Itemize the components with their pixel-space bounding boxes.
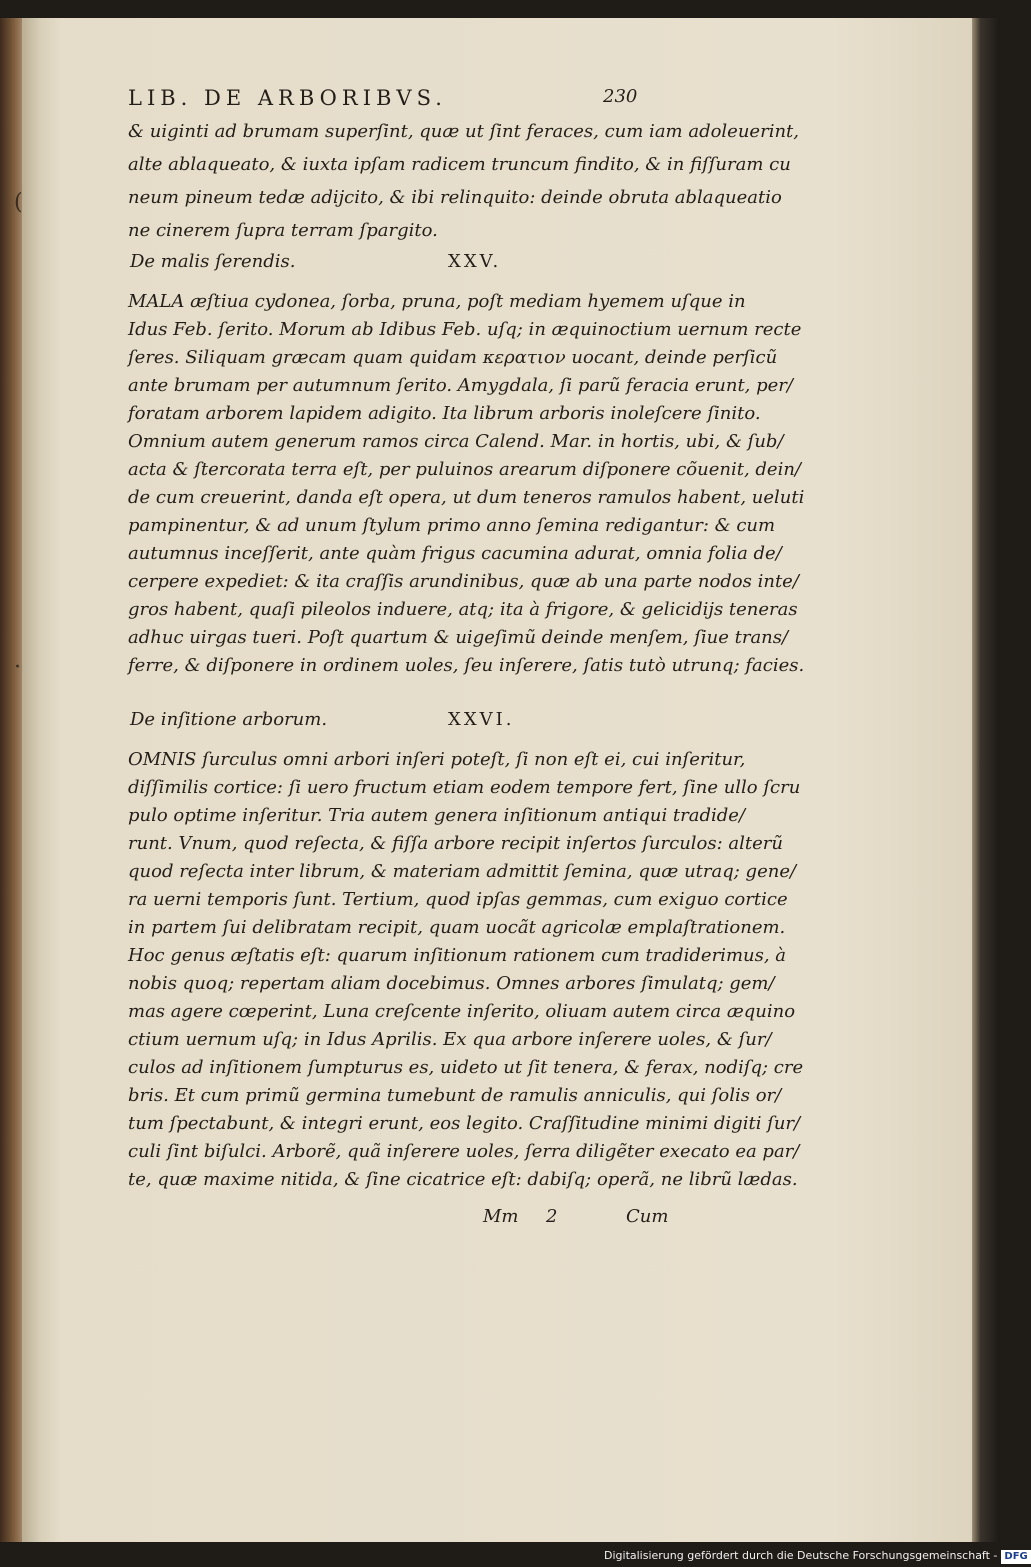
page-gutter bbox=[0, 18, 22, 1542]
text-line: alte ablaqueato, & iuxta ipſam radicem truncum findito, & in fiſſuram cu bbox=[128, 154, 791, 175]
text-line: foratam arborem lapidem adigito. Ita librum arboris inoleſcere ſinito. bbox=[128, 403, 761, 424]
page-edge bbox=[972, 18, 1000, 1542]
text-line: Omnium autem generum ramos circa Calend. Mar. in hortis, ubi, & ſub/ bbox=[128, 431, 784, 452]
text-line: de cum creuerint, danda eſt opera, ut dum teneros ramulos habent, ueluti bbox=[128, 487, 805, 508]
text-line: te, quæ maxime nitida, & ſine cicatrice eſt: dabiſq; operã, ne librũ lædas. bbox=[128, 1169, 798, 1190]
text-line: autumnus inceſſerit, ante quàm frigus cacumina adurat, omnia folia de/ bbox=[128, 543, 782, 564]
text-line: runt. Vnum, quod reſecta, & fiſſa arbore recipit inſertos ſurculos: alterũ bbox=[128, 833, 783, 854]
funding-credit-text: Digitalisierung gefördert durch die Deutsche Forschungsgemeinschaft - bbox=[604, 1549, 998, 1562]
margin-mark: ( bbox=[14, 190, 23, 215]
text-line: nobis quoq; repertam aliam docebimus. Omnes arbores ſimulatq; gem/ bbox=[128, 973, 775, 994]
margin-mark: · bbox=[14, 655, 21, 680]
text-line: ſeres. Siliquam græcam quam quidam κερατιον uocant, deinde perſicũ bbox=[128, 347, 778, 368]
text-line: ferre, & diſponere in ordinem uoles, ſeu inſerere, ſatis tutò utrunq; facies. bbox=[128, 655, 805, 676]
signature-mark: Mm bbox=[483, 1206, 519, 1227]
section-heading-25 bbox=[128, 245, 680, 279]
text-line: ctium uernum uſq; in Idus Aprilis. Ex qua arbore inſerere uoles, & ſur/ bbox=[128, 1029, 772, 1050]
text-line: culi ſint biſulci. Arborẽ, quã inſerere uoles, ſerra diligẽter execato ea par/ bbox=[128, 1141, 800, 1162]
text-line: OMNIS ſurculus omni arbori inſeri poteſt, ſi non eſt ei, cui inſeritur, bbox=[128, 749, 746, 770]
text-line: ne cinerem ſupra terram ſpargito. bbox=[128, 220, 438, 241]
text-line: adhuc uirgas tueri. Poſt quartum & uigeſimũ deinde menſem, ſiue trans/ bbox=[128, 627, 789, 648]
folio-number: 230 bbox=[603, 86, 638, 107]
text-line: MALA æſtiua cydonea, ſorba, pruna, poſt mediam hyemem uſque in bbox=[128, 291, 746, 312]
text-line: acta & ſtercorata terra eſt, per puluinos arearum diſponere cõuenit, dein/ bbox=[128, 459, 801, 480]
funding-credit bbox=[604, 1547, 1031, 1565]
text-line: Hoc genus æſtatis eſt: quarum inſitionum rationem cum tradiderimus, à bbox=[128, 945, 787, 966]
catchword: Cum bbox=[626, 1206, 669, 1227]
text-line: cerpere expediet: & ita craſſis arundinibus, quæ ab una parte nodos inte/ bbox=[128, 571, 799, 592]
section-title: De inſitione arborum. bbox=[130, 709, 328, 730]
dfg-logo: DFG bbox=[1001, 1550, 1030, 1564]
text-line: ra uerni temporis ſunt. Tertium, quod ipſas gemmas, cum exiguo cortice bbox=[128, 889, 788, 910]
text-line: mas agere cœperint, Luna creſcente inſerito, oliuam autem circa æquino bbox=[128, 1001, 796, 1022]
section-heading-26 bbox=[128, 703, 680, 737]
text-line: neum pineum tedæ adijcito, & ibi relinquito: deinde obruta ablaqueatio bbox=[128, 187, 782, 208]
text-line: pulo optime inſeritur. Tria autem genera inſitionum antiqui tradide/ bbox=[128, 805, 746, 826]
text-line: tum ſpectabunt, & integri erunt, eos legito. Craſſitudine minimi digiti ſur/ bbox=[128, 1113, 801, 1134]
text-line: gros habent, quaſi pileolos induere, atq; ita à frigore, & gelicidijs teneras bbox=[128, 599, 798, 620]
text-line: Idus Feb. ſerito. Morum ab Idibus Feb. uſq; in æquinoctium uernum recte bbox=[128, 319, 802, 340]
text-line: culos ad inſitionem ſumpturus es, uideto ut ſit tenera, & ferax, nodiſq; cre bbox=[128, 1057, 804, 1078]
section-title: De malis ſerendis. bbox=[130, 251, 296, 272]
section-number: XXV. bbox=[448, 251, 502, 272]
text-line: bris. Et cum primũ germina tumebunt de ramulis anniculis, qui ſolis or/ bbox=[128, 1085, 782, 1106]
section-number: XXVI. bbox=[448, 709, 515, 730]
signature-number: 2 bbox=[546, 1206, 558, 1227]
running-head: LIB. DE ARBORIBVS. bbox=[128, 86, 447, 110]
text-line: quod reſecta inter librum, & materiam admittit ſemina, quæ utraq; gene/ bbox=[128, 861, 797, 882]
text-line: diſſimilis cortice: ſi uero fructum etiam eodem tempore fert, ſine ullo ſcru bbox=[128, 777, 801, 798]
text-line: ante brumam per autumnum ſerito. Amygdala, ſi parũ feracia erunt, per/ bbox=[128, 375, 793, 396]
text-line: pampinentur, & ad unum ſtylum primo anno ſemina redigantur: & cum bbox=[128, 515, 776, 536]
page-footer bbox=[483, 1206, 683, 1236]
text-line: & uiginti ad brumam superſint, quæ ut ſint feraces, cum iam adoleuerint, bbox=[128, 121, 799, 142]
text-line: in partem ſui delibratam recipit, quam uocãt agricolæ emplaſtrationem. bbox=[128, 917, 786, 938]
